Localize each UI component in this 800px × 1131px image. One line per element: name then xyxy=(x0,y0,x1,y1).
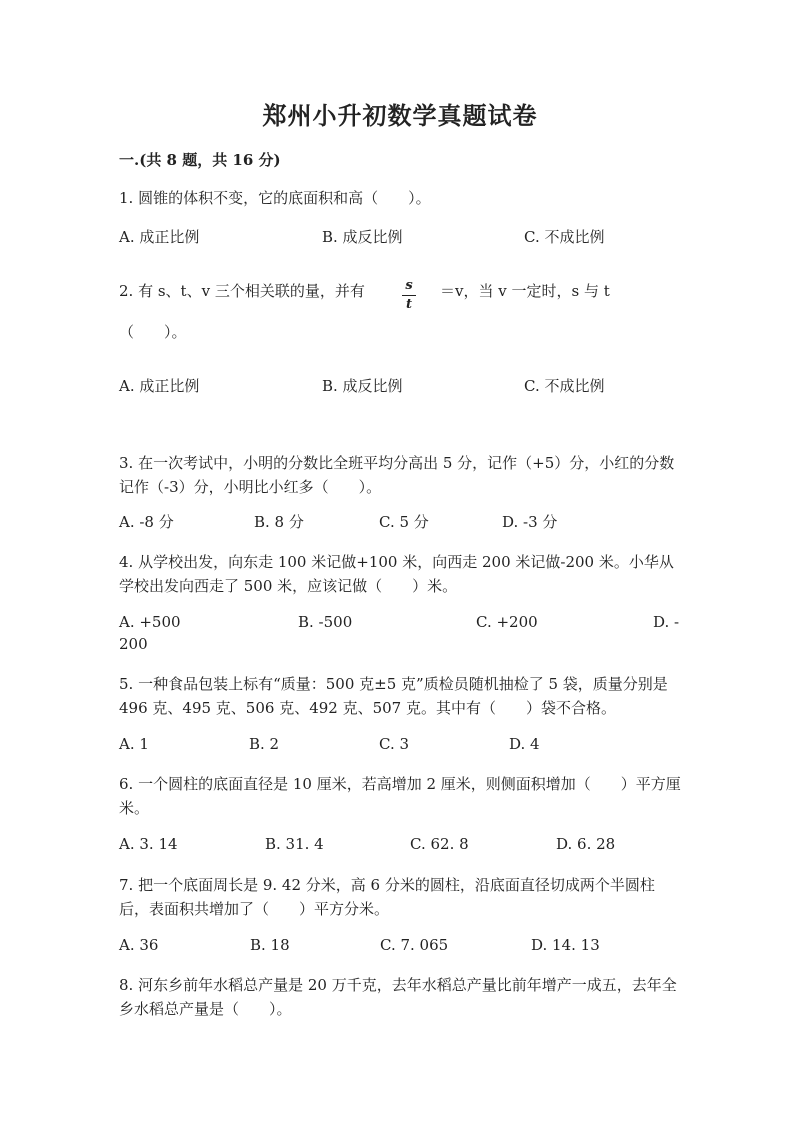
q4-option-a[interactable]: A. +500 xyxy=(119,613,181,631)
q2-option-b[interactable]: B. 成反比例 xyxy=(322,377,403,395)
q2-option-c[interactable]: C. 不成比例 xyxy=(524,377,605,395)
question-3: 3. 在一次考试中，小明的分数比全班平均分高出 5 分，记作（+5）分，小红的分数记作（-3）分，小明比小红多（ ）。 xyxy=(119,454,675,496)
q3-option-a[interactable]: A. -8 分 xyxy=(119,513,174,531)
q5-option-a[interactable]: A. 1 xyxy=(119,735,149,753)
q7-option-a[interactable]: A. 36 xyxy=(119,936,159,954)
q4-option-d[interactable]: D. - xyxy=(653,613,680,631)
q6-option-b[interactable]: B. 31. 4 xyxy=(265,835,324,853)
page-title: 郑州小升初数学真题试卷 xyxy=(262,101,538,130)
section-heading: 一.(共 8 题，共 16 分) xyxy=(119,151,281,169)
q5-option-b[interactable]: B. 2 xyxy=(249,735,280,753)
q3-option-b[interactable]: B. 8 分 xyxy=(254,513,304,531)
q1-option-c[interactable]: C. 不成比例 xyxy=(524,228,605,246)
q6-option-a[interactable]: A. 3. 14 xyxy=(119,835,178,853)
question-1: 1. 圆锥的体积不变，它的底面积和高（ ）。 xyxy=(119,189,431,207)
fraction-numerator: s xyxy=(405,278,413,293)
q7-option-b[interactable]: B. 18 xyxy=(250,936,290,954)
q4-option-d-wrap: 200 xyxy=(119,635,148,653)
question-2-line2: （ ）。 xyxy=(119,323,187,341)
q7-option-d[interactable]: D. 14. 13 xyxy=(531,936,600,954)
fraction-bar xyxy=(402,295,416,296)
question-4: 4. 从学校出发，向东走 100 米记做+100 米，向西走 200 米记做-200 米。小华从学校出发向西走了 500 米，应该记做（ ）米。 xyxy=(119,553,674,595)
fraction-s-over-t xyxy=(402,278,416,313)
q5-option-c[interactable]: C. 3 xyxy=(379,735,410,753)
fraction-denominator: t xyxy=(405,297,412,312)
q4-option-c[interactable]: C. +200 xyxy=(476,613,538,631)
question-2-part2: ＝v，当 v 一定时，s 与 t xyxy=(440,282,610,300)
question-6: 6. 一个圆柱的底面直径是 10 厘米，若高增加 2 厘米，则侧面积增加（ ）平方厘米。 xyxy=(119,775,681,817)
q3-option-d[interactable]: D. -3 分 xyxy=(502,513,558,531)
question-5: 5. 一种食品包装上标有“质量：500 克±5 克”质检员随机抽检了 5 袋，质量分别是 496 克、495 克、506 克、492 克、507 克。其中有（ ）袋不合格。 xyxy=(119,675,668,717)
q1-option-b[interactable]: B. 成反比例 xyxy=(322,228,403,246)
question-7: 7. 把一个底面周长是 9. 42 分米，高 6 分米的圆柱，沿底面直径切成两个半圆柱后，表面积共增加了（ ）平方分米。 xyxy=(119,876,655,918)
q3-option-c[interactable]: C. 5 分 xyxy=(379,513,429,531)
q5-option-d[interactable]: D. 4 xyxy=(509,735,540,753)
q2-option-a[interactable]: A. 成正比例 xyxy=(119,377,200,395)
q7-option-c[interactable]: C. 7. 065 xyxy=(380,936,449,954)
q6-option-c[interactable]: C. 62. 8 xyxy=(410,835,469,853)
q4-option-b[interactable]: B. -500 xyxy=(298,613,353,631)
q1-option-a[interactable]: A. 成正比例 xyxy=(119,228,200,246)
question-2-part1: 2. 有 s、t、v 三个相关联的量，并有 xyxy=(119,282,365,300)
question-8: 8. 河东乡前年水稻总产量是 20 万千克，去年水稻总产量比前年增产一成五，去年全乡水稻总产量是（ ）。 xyxy=(119,976,677,1018)
q6-option-d[interactable]: D. 6. 28 xyxy=(556,835,616,853)
